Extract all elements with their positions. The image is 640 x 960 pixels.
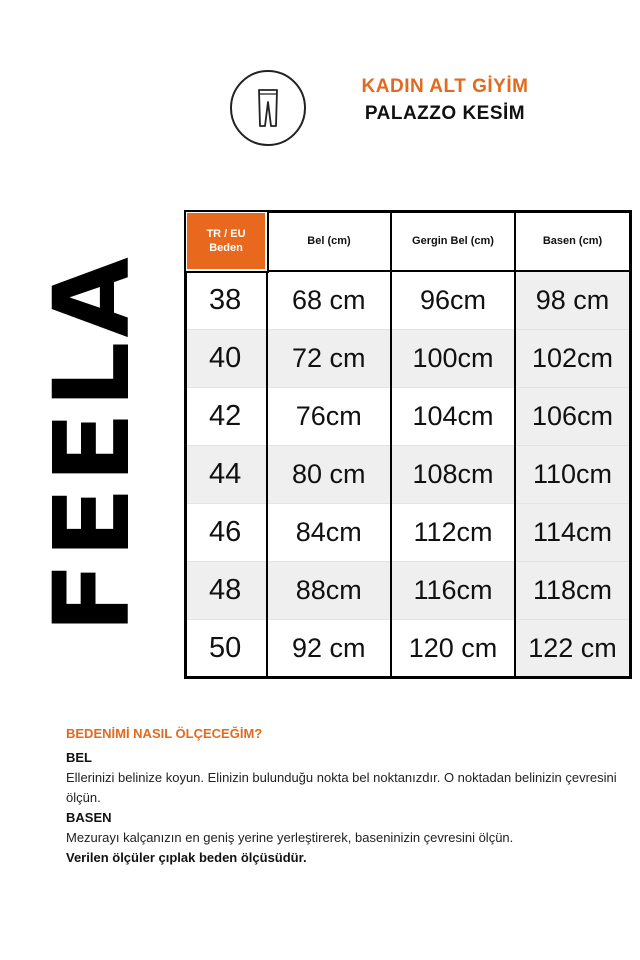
brand-logo: FEELA bbox=[31, 253, 153, 633]
gergin-bel-cell: 104cm bbox=[391, 388, 515, 446]
guide-question: BEDENİMİ NASIL ÖLÇECEĞİM? bbox=[66, 726, 263, 741]
gergin-bel-cell: 96cm bbox=[391, 271, 515, 330]
size-table bbox=[184, 210, 632, 679]
trousers-icon bbox=[230, 70, 306, 146]
bel-cell: 72 cm bbox=[267, 330, 392, 388]
basen-cell: 114cm bbox=[515, 504, 631, 562]
page-title: KADIN ALT GİYİM bbox=[361, 76, 529, 97]
size-cell: 40 bbox=[186, 330, 267, 388]
header-gergin-bel: Gergin Bel (cm) bbox=[391, 212, 515, 271]
size-cell: 50 bbox=[186, 620, 267, 678]
basen-cell: 110cm bbox=[515, 446, 631, 504]
size-cell: 46 bbox=[186, 504, 267, 562]
table-row bbox=[186, 446, 631, 504]
table-row bbox=[186, 504, 631, 562]
measurement-note: Verilen ölçüler çıplak beden ölçüsüdür. bbox=[66, 850, 307, 865]
gergin-bel-cell: 120 cm bbox=[391, 620, 515, 678]
bel-heading: BEL bbox=[66, 750, 92, 765]
basen-cell: 102cm bbox=[515, 330, 631, 388]
basen-cell: 122 cm bbox=[515, 620, 631, 678]
size-cell: 38 bbox=[186, 271, 267, 330]
bel-instructions: Ellerinizi belinize koyun. Elinizin bulunduğu nokta bel noktanızdır. O noktadan belinizin çevresini ölçün. bbox=[66, 770, 617, 805]
table-row bbox=[186, 388, 631, 446]
gergin-bel-cell: 108cm bbox=[391, 446, 515, 504]
bel-cell: 76cm bbox=[267, 388, 392, 446]
basen-heading: BASEN bbox=[66, 810, 112, 825]
gergin-bel-cell: 100cm bbox=[391, 330, 515, 388]
header-size-label: TR / EU Beden bbox=[206, 228, 246, 254]
header-size bbox=[186, 212, 267, 271]
header-basen: Basen (cm) bbox=[515, 212, 631, 271]
bel-cell: 88cm bbox=[267, 562, 392, 620]
basen-cell: 118cm bbox=[515, 562, 631, 620]
table-row bbox=[186, 562, 631, 620]
table-row bbox=[186, 330, 631, 388]
bel-cell: 80 cm bbox=[267, 446, 392, 504]
size-cell: 42 bbox=[186, 388, 267, 446]
basen-cell: 98 cm bbox=[515, 271, 631, 330]
bel-cell: 68 cm bbox=[267, 271, 392, 330]
header-bel: Bel (cm) bbox=[267, 212, 392, 271]
table-header-row bbox=[186, 212, 631, 271]
measurement-guide bbox=[66, 724, 626, 868]
table-row bbox=[186, 271, 631, 330]
page-subtitle: PALAZZO KESİM bbox=[364, 103, 526, 124]
basen-cell: 106cm bbox=[515, 388, 631, 446]
table-row bbox=[186, 620, 631, 678]
bel-cell: 92 cm bbox=[267, 620, 392, 678]
basen-instructions: Mezurayı kalçanızın en geniş yerine yerleştirerek, baseninizin çevresini ölçün. bbox=[66, 830, 514, 845]
gergin-bel-cell: 116cm bbox=[391, 562, 515, 620]
size-cell: 44 bbox=[186, 446, 267, 504]
bel-cell: 84cm bbox=[267, 504, 392, 562]
gergin-bel-cell: 112cm bbox=[391, 504, 515, 562]
size-cell: 48 bbox=[186, 562, 267, 620]
